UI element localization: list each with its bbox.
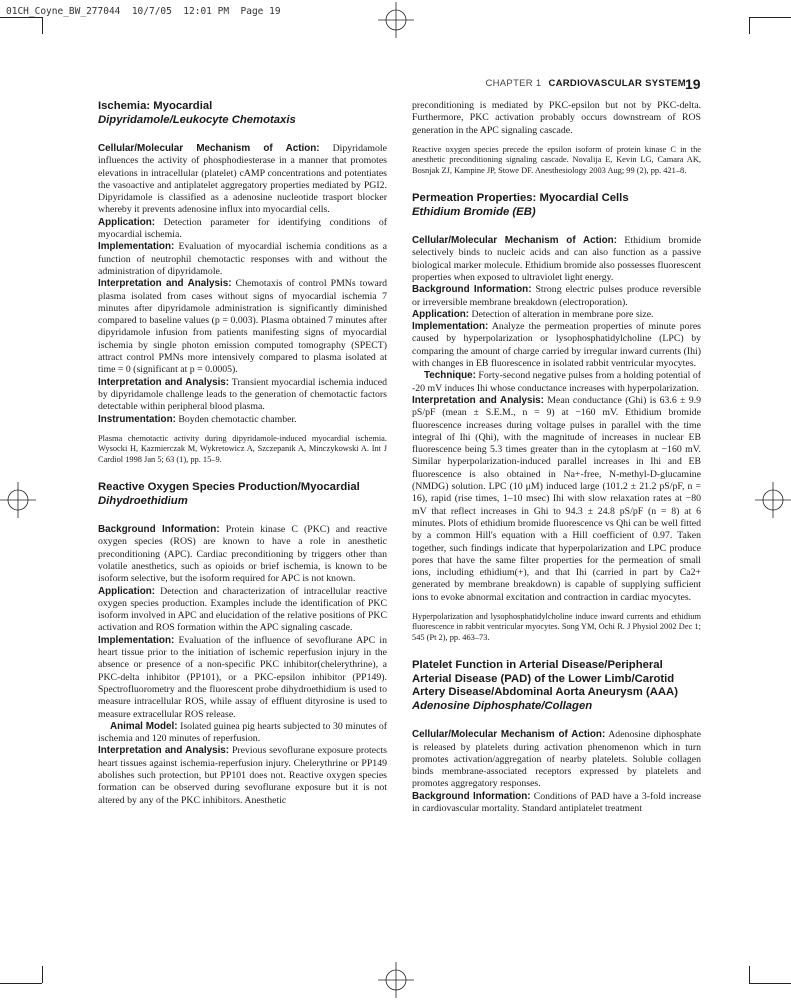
crop-mark-top-right-h (749, 17, 791, 18)
crop-mark-top-left-v (42, 17, 43, 34)
section-heading: Permeation Properties: Myocardial Cells Ethidium Bromide (EB) (412, 192, 701, 219)
paragraph: Background Information: Conditions of PAD have a 3-fold increase in cardiovascular mortality. Standard antiplatelet treatment (412, 790, 702, 815)
registration-mark-right (755, 482, 791, 518)
paragraph: Application: Detection parameter for identifying conditions of myocardial ischemia. (98, 216, 387, 241)
crop-mark-bottom-left-v (42, 966, 43, 983)
citation: Plasma chemotactic activity during dipyridamole-induced myocardial ischemia. Wysocki H, Kazmierczak M, Wykretowicz A, Szczepanik A, Minczykowski A. Int J Cardiol 1998 Jan 5; 63 (1), pp. 15–9. (98, 433, 387, 464)
citation: Hyperpolarization and lysophosphatidylcholine induce inward currents and ethidium fluorescence in rabbit ventricular myocytes. Song YM, Ochi R. J Physiol 2002 Dec 1; 545 (Pt 2), pp. 463–73. (412, 612, 701, 642)
paragraph: Interpretation and Analysis: Previous sevoflurane exposure protects heart tissues against ischemia-reperfusion injury. Chelerythrine or PP149 abolishes such protection, but PP101 does not. Reactive oxygen species formation can be observed during sevoflurane exposure but it is not altered by any of the PKC inhibitors. Anesthetic (98, 745, 387, 806)
paragraph: Implementation: Evaluation of myocardial ischemia conditions as a function of neutrophil chemotactic responses with and without the administration of dipyridamole. (98, 241, 387, 277)
paragraph: Interpretation and Analysis: Transient myocardial ischemia induced by dipyridamole challenge leads to the generation of chemotactic factors detectable within peripheral blood plasma. (98, 376, 387, 413)
paragraph: Animal Model: Isolated guinea pig hearts subjected to 30 minutes of ischemia and 120 minutes of reperfusion. (98, 720, 387, 745)
running-head (485, 78, 686, 89)
paragraph: preconditioning is mediated by PKC-epsilon but not by PKC-delta. Furthermore, PKC activation probably occurs downstream of ROS generation in the APC signaling cascade. (412, 100, 701, 136)
paragraph: Cellular/Molecular Mechanism of Action: Dipyridamole influences the activity of phosphodiesterase in a manner that promotes elevations in intracellular (platelet) cAMP concentrations and potentiates the vasoactive and antiplatelet aggregatory properties mediated by PGI2. Dipyridamole is classified as a adenosine nucleotide trasport blocker whereby it prevents adenosine influx into myocardial cells. (98, 143, 387, 216)
registration-mark-left (0, 482, 36, 518)
chapter-label: CHAPTER 1 (485, 78, 542, 89)
crop-mark-top-left-h (0, 17, 42, 18)
crop-mark-bottom-left-h (0, 983, 42, 984)
crop-mark-bottom-right-h (749, 983, 791, 984)
paragraph: Implementation: Analyze the permeation properties of minute pores caused by hyperpolarization or lysophosphatidylcholine (LPC) by comparing the amount of charge carried by irregular inward currents (Ihi) with changes in EB fluorescence in isolated rabbit ventricular myocytes. (412, 321, 701, 370)
section-subheading: Ethidium Bromide (EB) (412, 205, 536, 218)
registration-mark-top (378, 2, 414, 38)
section-subheading: Adenosine Diphosphate/Collagen (412, 699, 593, 712)
section-heading: Platelet Function in Arterial Disease/Peripheral Arterial Disease (PAD) of the Lower Limb/Carotid Artery Disease/Abdominal Aorta Aneurysm (AAA) Adenosine Diphosphate/Collagen (412, 659, 701, 713)
section-heading: Reactive Oxygen Species Production/Myocardial Dihydroethidium (98, 481, 387, 508)
page-number: 19 (685, 76, 701, 92)
paragraph: Implementation: Evaluation of the influence of sevoflurane APC in heart tissue prior to the initiation of ischemic reperfusion injury in the absence or presence of a non-specific PKC inhibitor(chelerythrine), a PKC-delta inhibitor (PP101), or a PKC-epsilon inhibitor (PP149). Spectrofluorometry and the fluorescent probe dihydroethidium is used to measure intracellular ROS, while assay of effluent dityrosine is used to measure extracellular ROS release. (98, 634, 387, 720)
paragraph: Interpretation and Analysis: Mean conductance (Ghi) is 63.6 ± 9.9 pS/pF (mean ± S.E.M., n = 9) at −160 mV. Ethidium bromide fluorescence increases during voltage pulses in parallel with the time integral of Ihi (Qhi), with the magnitude of increases in nuclear EB fluorescence being 5.3 times greater than in the cytoplasm at −160 mV. Similar hyperpolarization-induced parallel increases in Ihi and EB fluorescence is also obtained in Na+-free, N-methyl-D-glucamine (NMDG) solution. LPC (10 μM) induced large (101.2 ± 21.2 pS/pF, n = 16), rapid (rise times, 1–10 msec) Ihi with slow relaxation rates at −80 mV that reflect increases in Ghi to 94.3 ± 24.8 pS/pF (n = 8) at 6 minutes. Plots of ethidium bromide fluorescence vs Qhi can be well fitted by a common Hill's equation with a Hill coefficient of 0.97. Taken together, such findings indicate that hyperpolarization and LPC produce pores that have the same filter properties for the permeation of small ions, including ethidium(+), and that Ihi (carried in part by Ca2+ generated by membrane breakdown) is capable of supplying sufficient ions to evoke abnormal excitation and contraction in cardiac myocytes. (412, 394, 701, 603)
section-subheading: Dipyridamole/Leukocyte Chemotaxis (98, 113, 296, 126)
chapter-title: CARDIOVASCULAR SYSTEM (548, 78, 686, 89)
right-column (412, 100, 701, 815)
paragraph: Instrumentation: Boyden chemotactic chamber. (98, 413, 297, 425)
crop-mark-bottom-right-v (749, 966, 750, 983)
section-subheading: Dihydroethidium (98, 494, 188, 507)
registration-mark-bottom (378, 962, 414, 998)
paragraph: Application: Detection of alteration in membrane pore size. (412, 308, 654, 320)
paragraph: Cellular/Molecular Mechanism of Action: Ethidium bromide selectively binds to nucleic acids and can also function as a passive biological marker molecule. Ethidium bromide also possesses fluorescent properties when exposed to ultraviolet light energy. (412, 235, 701, 283)
citation: Reactive oxygen species precede the epsilon isoform of protein kinase C in the anesthetic preconditioning signaling cascade. Novalija E, Kevin LG, Camara AK, Bosnjak ZJ, Kampine JP, Stowe DF. Anesthesiology 2003 Aug; 99 (2), pp. 421–8. (412, 144, 701, 175)
paragraph: Interpretation and Analysis: Chemotaxis of control PMNs toward plasma isolated from cases without signs of myocardial ischemia 7 minutes after dipyridamole administration is significantly diminished compared to baseline values (p = 0.003). Plasma obtained 7 minutes after dipyridamole infusion from patients manifesting signs of myocardial ischemia by single photon emission computed tomography (SPECT) attract control PMNs more intensively compared to plasma isolated at time = 0 (significant at p = 0.0005). (98, 278, 387, 376)
paragraph: Background Information: Protein kinase C (PKC) and reactive oxygen species (ROS) are known to have a role in anesthetic preconditioning (APC). Cardiac preconditioning by triggers other than volatile anesthetics, such as opioids or brief ischemia, is known to be isoform selective, but the isoform required for APC is not known. (98, 524, 387, 585)
paragraph: Technique: Forty-second negative pulses from a holding potential of -20 mV induces Ihi whose conductance increases with hyperpolarization. (412, 370, 701, 394)
section-heading: Ischemia: Myocardial Dipyridamole/Leukocyte Chemotaxis (98, 100, 387, 127)
paragraph: Cellular/Molecular Mechanism of Action: Adenosine diphosphate is released by platelets during activation phenomenon which in turn promotes activation/aggregation of nearby platelets. Soluble collagen binds membrane-associated receptors expressed by platelets and promotes aggregatory responses. (412, 729, 701, 790)
paragraph: Application: Detection and characterization of intracellular reactive oxygen species production. Examples include the identification of PKC isoform involved in APC and elucidation of the relative positions of PKC activation and ROS formation within the APC signaling cascade. (98, 585, 387, 634)
printer-slug: 01CH_Coyne_BW_277044 10/7/05 12:01 PM Page 19 (6, 6, 281, 17)
left-column (98, 100, 387, 807)
crop-mark-top-right-v (749, 17, 750, 34)
paragraph: Background Information: Strong electric pulses produce reversible or irreversible membrane breakdown (electroporation). (412, 284, 701, 308)
